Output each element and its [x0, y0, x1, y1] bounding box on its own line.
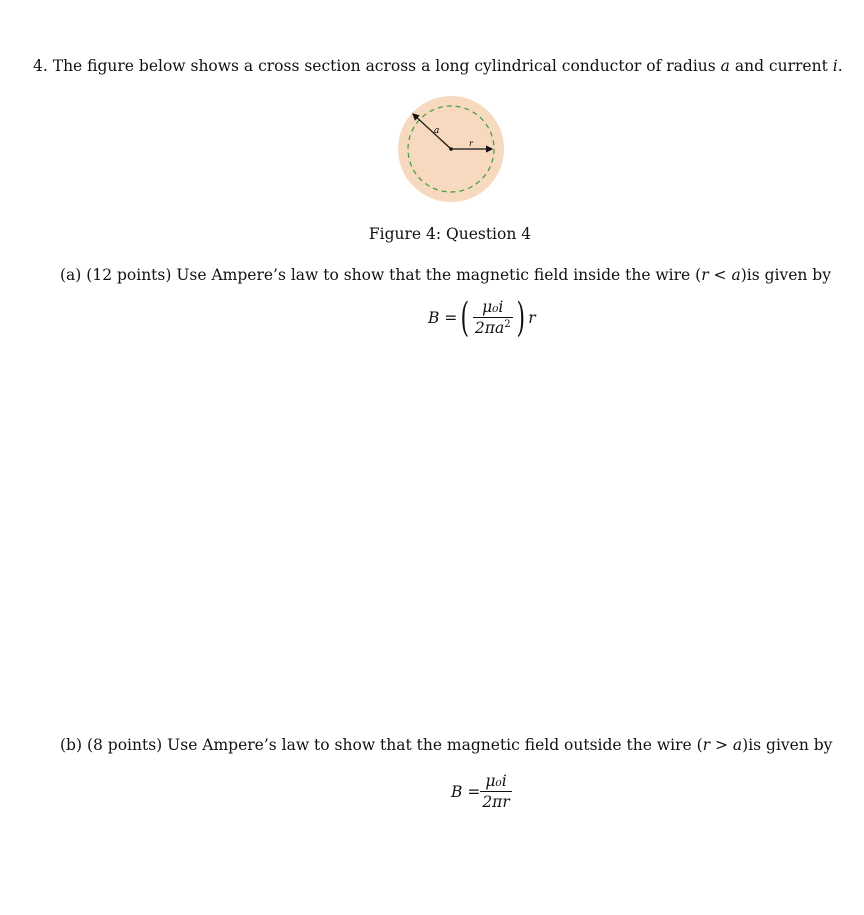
question-number: 4.: [33, 57, 48, 75]
symbol-a: a: [720, 57, 730, 75]
conductor-cross-section-figure: [394, 92, 508, 206]
part-a-points: (12 points): [86, 266, 172, 284]
part-b-eq-lhs: B =: [451, 782, 481, 801]
part-a-text-after: )is given by: [740, 266, 831, 284]
right-paren: ): [516, 295, 525, 341]
part-b-numerator: μ₀i: [485, 772, 507, 790]
part-b-denominator: 2πr: [482, 793, 510, 811]
part-a-numerator: μ₀i: [482, 298, 504, 317]
part-a-prompt: [60, 266, 831, 284]
part-a-den-exponent: 2: [504, 319, 511, 331]
part-b-points: (8 points): [86, 736, 163, 754]
left-paren: (: [460, 295, 470, 341]
part-b-prompt: [60, 736, 832, 754]
question-text: The figure below shows a cross section across a long cylindrical conductor of radius: [52, 57, 716, 75]
part-b-text-after: )is given by: [742, 736, 833, 754]
question-end: .: [837, 57, 843, 75]
part-a-eq-factor: r: [528, 309, 536, 327]
part-b-text: Use Ampere’s law to show that the magnetic field outside the wire (: [167, 736, 703, 754]
part-b-equation: [451, 772, 512, 811]
question-statement: [33, 57, 843, 75]
part-b-condition: r > a: [702, 736, 743, 754]
symbol-i: i: [832, 57, 838, 75]
part-b-label: (b): [60, 736, 83, 754]
part-a-fraction: [473, 298, 513, 337]
part-a-condition: r < a: [701, 266, 741, 284]
part-a-equation: [428, 295, 536, 341]
part-b-fraction: [480, 772, 511, 811]
part-a-label: (a): [60, 266, 82, 284]
question-text-middle: and current: [734, 57, 828, 75]
part-a-denominator: [473, 317, 513, 337]
center-dot: [449, 147, 453, 151]
part-a-eq-lhs: B =: [428, 309, 458, 327]
part-a-text: Use Ampere’s law to show that the magnetic field inside the wire (: [176, 266, 702, 284]
figure-caption: Figure 4: Question 4: [368, 225, 532, 243]
label-a: a: [434, 126, 440, 136]
label-r: r: [469, 139, 473, 148]
part-a-den-text: 2πa: [474, 319, 505, 338]
